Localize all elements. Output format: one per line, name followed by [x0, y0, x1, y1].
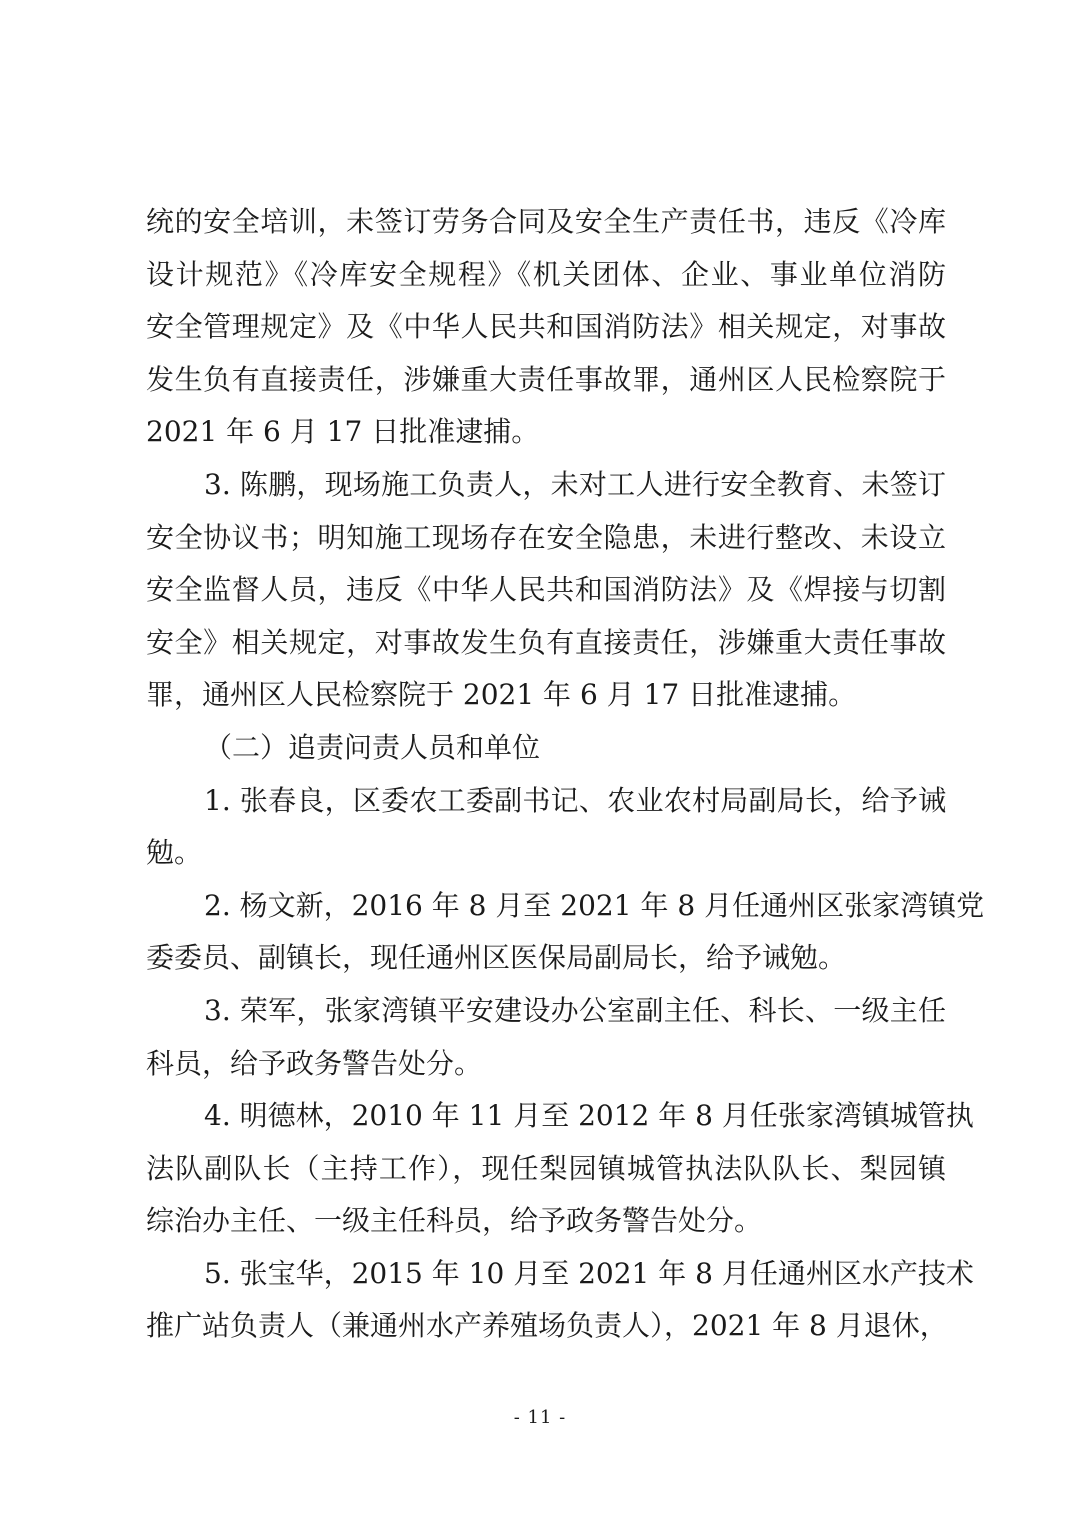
text-line: 推广站负责人（兼通州水产养殖场负责人），2021 年 8 月退休，: [146, 1309, 948, 1343]
section-heading: [146, 722, 946, 775]
text-line: 安全》相关规定，对事故发生负有直接责任，涉嫌重大责任事故: [146, 625, 946, 659]
text-line: 5. 张宝华，2015 年 10 月至 2021 年 8 月任通州区水产技术: [204, 1256, 974, 1290]
text-line: 设计规范》《冷库安全规程》《机关团体、企业、事业单位消防: [146, 257, 946, 291]
text-line: 委委员、副镇长，现任通州区医保局副局长，给予诫勉。: [146, 941, 847, 975]
text-line: 3. 陈鹏，现场施工负责人，未对工人进行安全教育、未签订: [204, 467, 946, 501]
paragraph-zhang-chunliang: [146, 775, 946, 880]
paragraph-rong-jun: [146, 985, 946, 1090]
text-line: 2021 年 6 月 17 日批准逮捕。: [146, 415, 540, 449]
text-line: 安全监督人员，违反《中华人民共和国消防法》及《焊接与切割: [146, 573, 946, 607]
text-line: 4. 明德林，2010 年 11 月至 2012 年 8 月任张家湾镇城管执: [204, 1099, 974, 1133]
text-line: 3. 荣军，张家湾镇平安建设办公室副主任、科长、一级主任: [204, 993, 946, 1027]
text-line: 法队副队长（主持工作），现任梨园镇城管执法队队长、梨园镇: [146, 1151, 946, 1185]
paragraph-chen-peng: [146, 459, 946, 722]
paragraph-yang-wenxin: [146, 880, 985, 985]
paragraph-zhang-baohua: [146, 1248, 974, 1353]
text-line: 罪，通州区人民检察院于 2021 年 6 月 17 日批准逮捕。: [146, 678, 857, 712]
text-line: 安全协议书；明知施工现场存在安全隐患，未进行整改、未设立: [146, 520, 946, 554]
paragraph-ming-delin: [146, 1090, 974, 1248]
text-line: 科员，给予政务警告处分。: [146, 1046, 483, 1080]
document-body: [146, 196, 985, 1353]
text-line: 安全管理规定》及《中华人民共和国消防法》相关规定，对事故: [146, 310, 946, 344]
heading-text: （二）追责问责人员和单位: [204, 730, 541, 764]
text-line: 发生负有直接责任，涉嫌重大责任事故罪，通州区人民检察院于: [146, 362, 946, 396]
paragraph-continuation: [146, 196, 946, 459]
text-line: 勉。: [146, 836, 203, 870]
text-line: 统的安全培训，未签订劳务合同及安全生产责任书，违反《冷库: [146, 205, 946, 238]
text-line: 2. 杨文新，2016 年 8 月至 2021 年 8 月任通州区张家湾镇党: [204, 888, 985, 922]
text-line: 1. 张春良，区委农工委副书记、农业农村局副局长，给予诫: [204, 783, 946, 817]
page-number: - 11 -: [513, 1407, 567, 1428]
text-line: 综治办主任、一级主任科员，给予政务警告处分。: [146, 1204, 763, 1238]
